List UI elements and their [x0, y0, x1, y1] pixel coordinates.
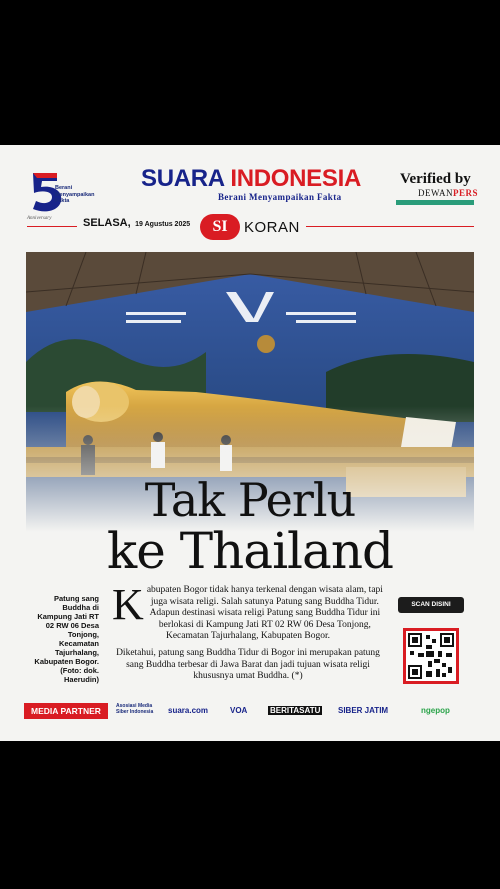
brand-title-right: INDONESIA [230, 165, 361, 192]
masthead [118, 165, 384, 202]
qr-code-icon[interactable] [403, 628, 459, 684]
headline [0, 473, 500, 580]
drop-cap: K [112, 580, 144, 629]
dewan-prefix: DEWAN [418, 188, 453, 198]
dateline [83, 213, 190, 231]
article-paragraph-1 [112, 580, 384, 643]
partner-amsi-logo: Asosiasi Media Siber Indonesia [116, 703, 154, 715]
tagline-line: Berani [55, 185, 73, 191]
brand-title[interactable] [118, 165, 384, 193]
tagline-line: Fakta [55, 198, 70, 204]
dewan-suffix: PERS [453, 188, 479, 198]
issue-date: 19 Agustus 2025 [135, 221, 191, 228]
si-badge: SI [200, 214, 240, 240]
article-paragraph-1-text: abupaten Bogor tidak hanya terkenal dengan wisata alam, tapi juga wisata religi. Salah satunya Patung sang Buddha Tidur. Adapun destinasi wisata religi Patung sang Buddha Tidur ini berlokasi di Kampung Jati RT 02 RW 06 Desa Tonjong, Kecamatan Tajurhalang, Kabupaten Bogor. [146, 585, 383, 642]
headline-line-1: Tak Perlu [144, 473, 356, 527]
article-body [112, 580, 384, 688]
partner-suara-logo: suara.com [168, 706, 209, 715]
issue-day: SELASA, [83, 217, 131, 229]
partner-voa-logo: VOA [230, 706, 248, 715]
brand-title-left: SUARA [141, 165, 224, 192]
divider-right [306, 226, 474, 227]
divider-left [27, 226, 77, 227]
partner-ngepop-logo: ngepop [421, 706, 450, 715]
verified-by-label: Verified by [400, 171, 471, 187]
dewan-pers-logo [418, 188, 478, 198]
brand-tagline: Berani Menyampaikan Fakta [218, 192, 342, 202]
headline-line-2: ke Thailand [106, 522, 394, 580]
media-partner-label: MEDIA PARTNER [24, 703, 108, 719]
anniversary-signature: Anniversary [27, 216, 52, 221]
scan-here-button[interactable]: SCAN DISINI [398, 597, 464, 613]
article-paragraph-2: Diketahui, patung sang Buddha Tidur di Bogor ini merupakan patung sang Buddha terbesar di Jawa Barat dan jadi tujuan wisata religi khususnya umat Buddha. (*) [116, 647, 380, 682]
photo-caption: Patung sang Buddha di Kampung Jati RT 02 RW 06 Desa Tonjong, Kecamatan Tajurhalang, Kabupaten Bogor. (Foto: dok. Haerudin) [34, 594, 99, 684]
tagline-line: Menyampaikan [55, 191, 95, 198]
partner-siberjatim-logo: SIBER JATIM [338, 706, 389, 715]
section-label: KORAN [244, 219, 300, 236]
partner-beritasatu-logo: BERITASATU [270, 706, 321, 715]
newspaper-page [0, 145, 500, 741]
anniversary-tagline [55, 185, 115, 205]
registration-strip [396, 200, 474, 205]
